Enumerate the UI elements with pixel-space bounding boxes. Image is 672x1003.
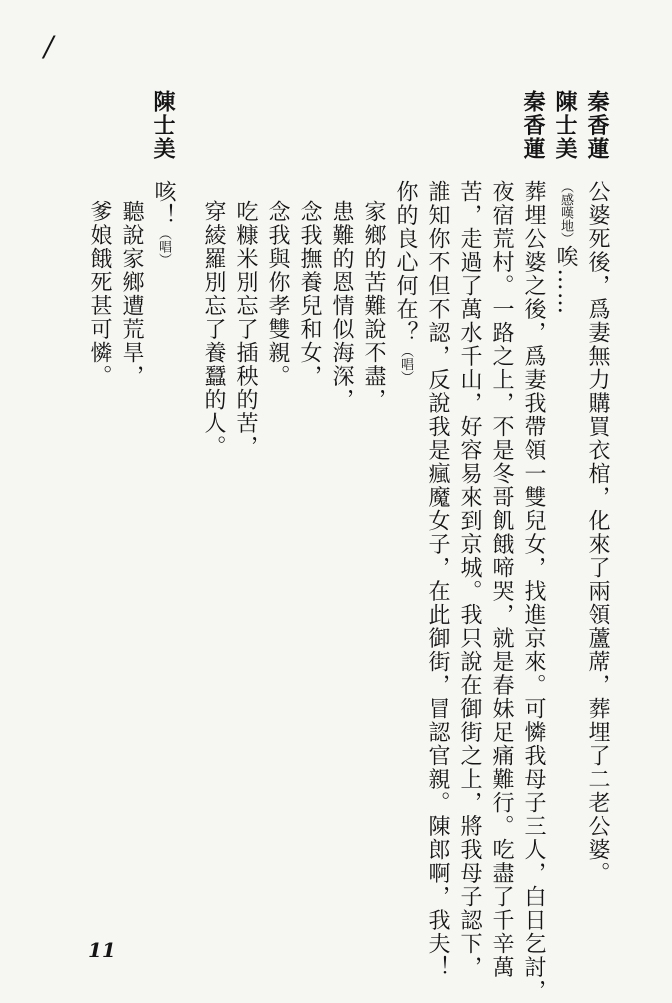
page-corner-mark: /: [44, 30, 54, 63]
page-number: 11: [88, 938, 116, 962]
verse-line: 念我與你孝雙親。: [265, 200, 290, 388]
stage-direction: （唱）: [398, 344, 413, 384]
dialogue-line: 誰知你不但不認，反說我是瘋魔女子，在此御街，冒認官親。陳郎啊，我夫！: [425, 180, 450, 979]
dialogue-text: 唉……: [553, 245, 578, 316]
speaker-label: 秦香蓮: [520, 90, 546, 161]
speaker-label: 秦香蓮: [584, 90, 610, 161]
verse-line: 爹娘餓死甚可憐。: [87, 200, 112, 388]
speaker-label: 陳士美: [150, 90, 176, 161]
verse-line: 吃糠米別忘了插秧的苦，: [233, 200, 258, 459]
dialogue-line: [392, 180, 418, 384]
stage-direction: （感嘆地）: [558, 180, 573, 245]
dialogue-line: 夜宿荒村。一路之上，不是冬哥飢餓啼哭，就是春妹足痛難行。吃盡了千辛萬: [489, 180, 514, 979]
verse-line: 患難的恩情似海深，: [329, 200, 354, 412]
speaker-label: 陳士美: [552, 90, 578, 161]
dialogue-line: [150, 180, 176, 266]
dialogue-line: 公婆死後，爲妻無力購買衣棺，化來了兩領蘆蓆，葬埋了二老公婆。: [585, 180, 610, 885]
dialogue-line: [552, 180, 578, 316]
dialogue-line: 苦，走過了萬水千山，好容易來到京城。我只說在御街之上，將我母子認下，: [457, 180, 482, 979]
stage-direction: （唱）: [156, 227, 171, 266]
verse-line: 穿綾羅別忘了養蠶的人。: [201, 200, 226, 459]
dialogue-line: 葬埋公婆之後，爲妻我帶領一雙兒女，找進京來。可憐我母子三人，白日乞討，: [521, 180, 546, 1003]
dialogue-text: 咳！: [151, 180, 176, 227]
dialogue-text: 你的良心何在？: [393, 180, 418, 345]
verse-line: 念我撫養兒和女，: [297, 200, 322, 388]
verse-line: 家鄉的苦難說不盡，: [361, 200, 386, 412]
verse-line: 聽說家鄉遭荒旱，: [119, 200, 144, 388]
